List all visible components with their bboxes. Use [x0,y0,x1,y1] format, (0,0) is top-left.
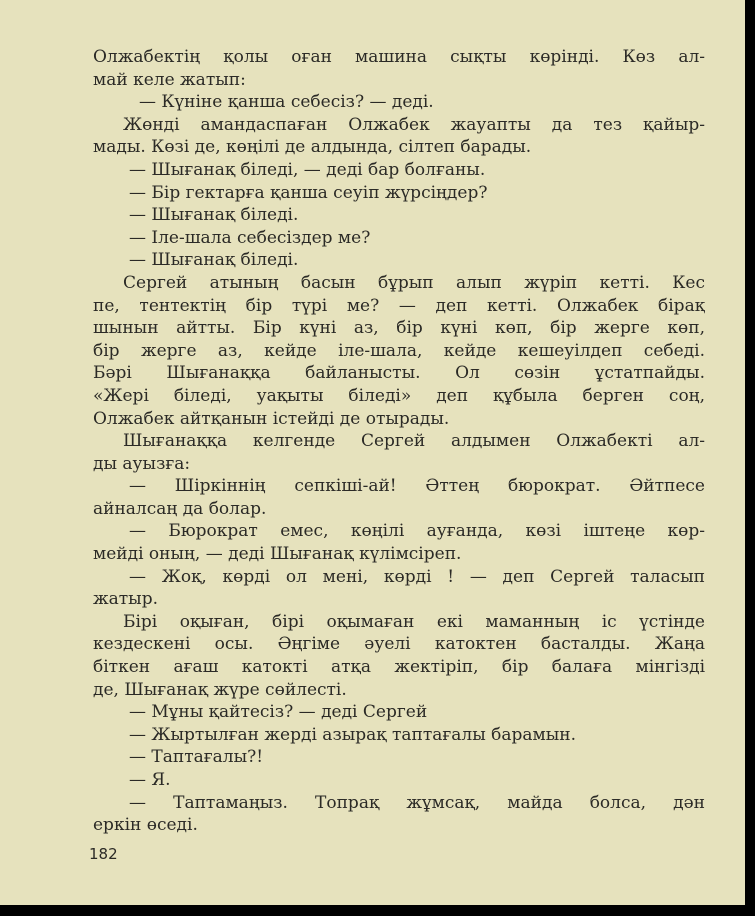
text-line: Жөнді амандаспаған Олжабек жауапты да тез қайыр- [123,114,705,135]
text-line: жатыр. [93,589,158,610]
scan-edge-right [745,0,755,916]
text-line: бір жерге аз, кейде іле-шала, кейде кешеуілдеп себеді. [93,340,705,361]
text-line: Олжабек айтқанын істейді де отырады. [93,408,450,429]
text-line: Сергей атының басын бұрып алып жүріп кетті. Кес [123,272,705,293]
text-line: еркін өседі. [93,815,198,836]
text-line: — Шығанақ біледі, — деді бар болғаны. [129,159,486,180]
text-line: айналсаң да болар. [93,498,267,519]
text-line: ды ауызға: [93,453,191,474]
text-line: Шығанаққа келгенде Сергей алдымен Олжабекті ал- [123,431,705,452]
text-line: — Жыртылған жерді азырақ таптағалы барамын. [129,724,577,745]
text-line: Бәрі Шығанаққа байланысты. Ол сөзін ұстатпайды. [93,363,705,384]
text-line: — Таптамаңыз. Топрақ жұмсақ, майда болса, дән [129,792,705,813]
text-line: — Бюрократ емес, көңілі ауғанда, көзі іштеңе көр- [129,521,705,542]
text-line: Олжабектің қолы оған машина сықты көрінді. Көз ал- [93,47,705,67]
text-line: май келе жатып: [93,69,246,90]
text-line: — Шығанақ біледі. [129,205,299,226]
text-line: Бірі оқыған, бірі оқымаған екі маманның іс үстінде [123,611,705,632]
text-line: де, Шығанақ жүре сөйлесті. [93,679,347,700]
text-line: — Күніне қанша себесіз? — деді. [139,92,434,113]
text-line: — Шіркіннің сепкіші-ай! Әттең бюрократ. Әйтпесе [129,476,705,497]
text-line: — Мұны қайтесіз? — деді Сергей [129,702,428,723]
text-line: кездескені осы. Әңгіме әуелі катоктен басталды. Жаңа [93,634,705,655]
text-line: — Я. [129,770,171,790]
text-line: шынын айтты. Бір күні аз, бір күні көп, бір жерге көп, [93,318,705,339]
text-line: біткен ағаш катокті атқа жектіріп, бір балаға мінгізді [93,657,705,678]
text-line: — Бір гектарға қанша сеуіп жүрсіңдер? [129,182,488,203]
text-line: — Іле-шала себесіздер ме? [129,227,371,248]
text-line: — Таптағалы?! [129,747,264,768]
scan-edge-bottom [0,905,755,916]
page-number: 182 [89,845,118,863]
text-line: — Жоқ, көрді ол мені, көрді ! — деп Сергей таласып [129,566,705,587]
text-line: пе, тентектің бір түрі ме? — деп кетті. Олжабек бірақ [93,295,705,316]
text-line: «Жері біледі, уақыты біледі» деп құбыла берген соң, [93,385,705,406]
text-line: мады. Көзі де, көңілі де алдында, сілтеп барады. [93,137,532,158]
text-line: — Шығанақ біледі. [129,250,299,271]
page-text [93,46,705,837]
text-line: мейді оның, — деді Шығанақ күлімсіреп. [93,544,462,565]
